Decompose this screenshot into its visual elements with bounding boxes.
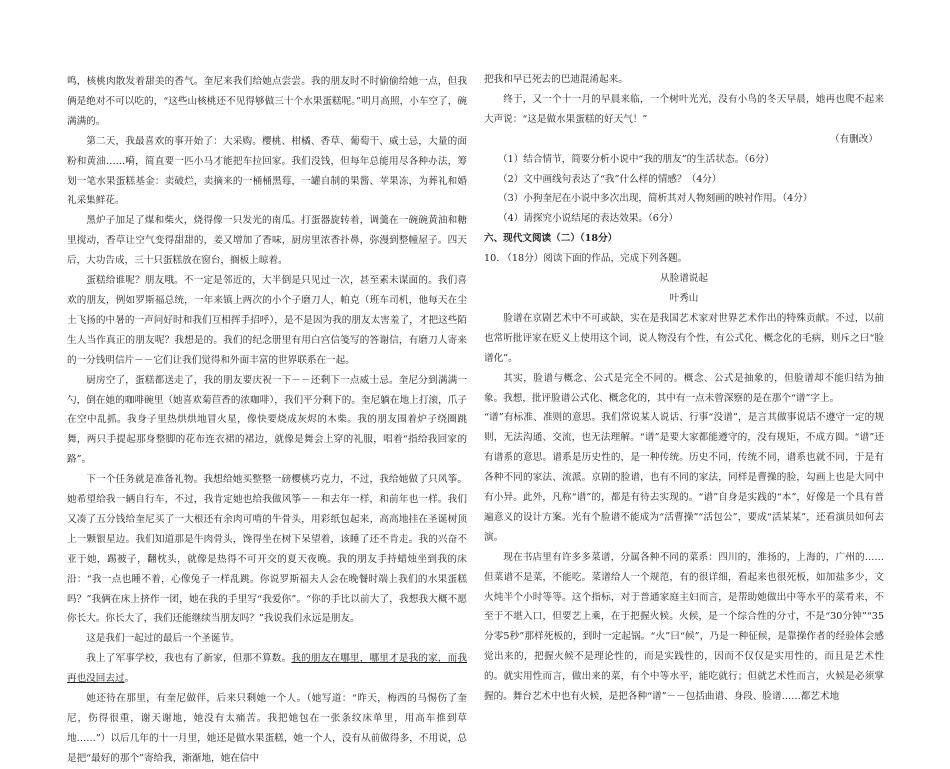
section-heading: 六、现代文阅读（二）（18分） <box>484 233 618 245</box>
paragraph: 蛋糕给谁呢？朋友哦。不一定是邻近的，大半倒是只见过一次，甚至素未谋面的。我们喜欢的朋友，例如罗斯福总统，一年来镇上两次的小个子磨刀人，帕克（班车司机，他每天在尘土飞扬的中暑的一声问好时和我们互相挥手招呼），是不是因为我的朋友太害羞了，才把这些陌生人当作真正的朋友呢？我想是的。我们的纪念册里有用白宫信笺写的答谢信，有磨刀人寄来的一分钱明信片－－它们让我们觉得和外面丰富的世界联系在一起。 <box>67 275 467 366</box>
article-author: 叶秀山 <box>669 292 699 304</box>
paragraph: 厨房空了，蛋糕都送走了，我的朋友要庆祝一下－－还剩下一点威士忌。奎尼分到满满一勺，倒在她的咖啡碗里（她喜欢菊苣香的浓咖啡），我们平分剩下的。奎尼躺在地上打滚，爪子在空中乱抓。我身子里热烘烘地冒火星，像快要烧成灰烬的木柴。我的朋友围着炉子绕圈跳舞，两只手提起那身整脚的花布连衣裙的裙边，就像是舞会上穿的礼服，唱着“指给我回家的路”。 <box>67 374 467 466</box>
question-intro: 10. （18分）阅读下面的作品，完成下列各题。 <box>484 253 688 265</box>
question-2: （2）文中画线句表达了“我”什么样的情感？（4分） <box>498 173 722 185</box>
underlined-sentence: 我的朋友在哪里，哪里才是我的家，而我再也没回去过 <box>67 653 468 685</box>
question-3: （3）小狗奎尼在小说中多次出现，简析其对人物刻画的映衬作用。（4分） <box>498 193 813 205</box>
paragraph: 鸣，核桃肉散发着甜美的香气。奎尼来我们给她点尝尝。我的朋友时不时偷偷给她一点，但我俩是绝对不可以吃的，“这些山核桃还不见得够做三十个水果蛋糕呢。”明月高照，小车空了，碗满满的。 <box>67 76 467 127</box>
paragraph: 终于，又一个十一月的早晨来临，一个树叶光光，没有小鸟的冬天早晨，她再也爬不起来大声说：“这是做水果蛋糕的好天气！” <box>484 93 884 125</box>
question-1: （1）结合情节，简要分析小说中“我的朋友”的生活状态。（6分） <box>498 153 775 165</box>
article-paragraph: 现在书店里有许多多菜谱，分属各种不同的菜系：四川的，淮扬的，上海的，广州的……但菜谱不是菜，不能吃。菜谱给人一个规范，有的很详细，看起来也很死板，如加盐多少，文火炖半个小时等等。这个指标，对于普通家庭主妇而言，是帮助她做出中等水平的菜肴来，不至于不堪入口，但要艺上乘，在于把握火候。火候，是一个综合性的分寸，不是“30分钟”“35分零5秒”那样死板的，到时一定起锅。“火”曰“候”，乃是一种征候，是靠操作者的经验体会感觉出来的，把握火候不是理论性的，而是实践性的，因而不仅仅是实用性的，而且是艺术性的。就实用性而言，做出来的菜，有个中等水平，能吃就行；但就艺术性而言，火候是必须掌握的。舞台艺术中也有火候，是把各种“谱”－－包括曲谱、身段、脸谱……都艺术地 <box>484 551 884 703</box>
paragraph: 她还待在那里，有奎尼做伴，后来只剩她一个人。（她写道：“昨天，梅西的马惕伤了奎尼，伤得很重，谢天谢地，她没有太痛苦。我把她包在一张条纹床单里，用高车推到草地……”）以后几年的十一月里，她还是做水果蛋糕，她一个人，没有从前做得多，不用说，总是把“最好的那个”寄给我，渐渐地，她在信中 <box>67 693 467 764</box>
text-before: 我上了军事学校，我也有了新家，但那不算数。 <box>86 653 292 665</box>
left-column <box>67 72 467 769</box>
underlined-sentence-paragraph <box>67 649 467 689</box>
paragraph: 下一个任务就是准备礼物。我想给她买整整一磅樱桃巧克力，不过，我给她做了只风筝。她希望给我一辆自行车，不过，我肯定她也给我做风筝－－和去年一样，和前年也一样。我们又凑了五分钱给奎尼买了一大根还有余肉可啃的牛骨头，用彩纸包起来，高高地挂在圣诞树顶上一颗银星边。我们知道那是牛肉骨头，馋得坐在树下呆望着，该睡了还不肯走。我的兴奋不亚于她，踢被子，翻枕头，就像是热得不可开交的夏天夜晚。我的朋友手持蜡烛坐到我的床沿：“我一点也睡不着，心像兔子一样乱跳。你说罗斯福夫人会在晚餐时端上我们的水果蛋糕吗？”我俩在床上挤作一团，她在我的手里写“我爱你”。“你的手比以前大了，我想我大概不愿你长大。你长大了，我们还能继续当朋友吗？”我说我们永远是朋友。 <box>67 474 467 625</box>
paragraph: 第二天，我最喜欢的事开始了：大采购。樱桃、柑橘、香草、葡萄干、威士忌，大量的面粉和黄油……嗬，简直要一匹小马才能把车拉回家。我们没钱，但每年总能用尽各种办法，筹划一笔水果蛋糕基金：卖破烂，卖摘来的一桶桶黑莓，一罐自制的果酱、苹果冻，为葬礼和婚礼采集鲜花。 <box>67 135 467 207</box>
text-after: 。 <box>124 673 135 685</box>
paragraph: 这是我们一起过的最后一个圣诞节。 <box>86 633 240 645</box>
paragraph: 把我和早已死去的巴迪混淆起来。 <box>484 74 628 85</box>
source-note: （有删改） <box>830 133 878 145</box>
paragraph: 黑炉子加足了煤和柴火，烧得像一只发光的南瓜。打蛋器旋转着，调羹在一碗碗黄油和糖里搅动，香草让空气变得甜甜的，姜又增加了香味，厨房里浓香扑鼻，弥漫到整幢屋子。四天后，大功告成，三十只蛋糕放在窗台，搁板上晾着。 <box>67 215 467 267</box>
article-paragraph: “谱”有标准、准则的意思。我们常说某人说话、行事“没谱”，是言其做事说话不遵守一定的规则，无法沟通、交流，也无法理解。“谱”是要大家都能遵守的，没有规矩，不成方圆。“谱”还有谱系的意思。谱系是历史性的，是一种传统。历史不同，传统不同，谱系也就不同，于是有各种不同的家法、流派。京剧的脸谱，也有不同的家法，同样是曹操的脸，勾画上也是大同中有小异。此外，凡称“谱”的，都是有待去实现的。“谱”自身是实践的“本”，好像是一个具有普遍意义的设计方案。光有个脸谱不能成为“活曹操”“活包公”，要成“活某某”，还看演员如何去演。 <box>484 412 884 543</box>
right-column <box>484 70 884 707</box>
article-title: 从脸谱说起 <box>660 273 708 285</box>
article-paragraph: 脸谱在京剧艺术中不可或缺，实在是我国艺术家对世界艺术作出的特殊贡献。不过，以前也常听批评家在贬义上使用这个词，说人物没有个性，有公式化、概念化的毛病，则斥之曰“脸谱化”。 <box>484 312 884 364</box>
question-4: （4）请探究小说结尾的表达效果。（6分） <box>498 213 679 225</box>
article-paragraph: 其实，脸谱与概念、公式是完全不同的。概念、公式是抽象的，但脸谱却不能归结为抽象。我想，批评脸谱公式化、概念化的，其中有一点未曾深察的是在那个“谱”字上。 <box>484 372 884 404</box>
